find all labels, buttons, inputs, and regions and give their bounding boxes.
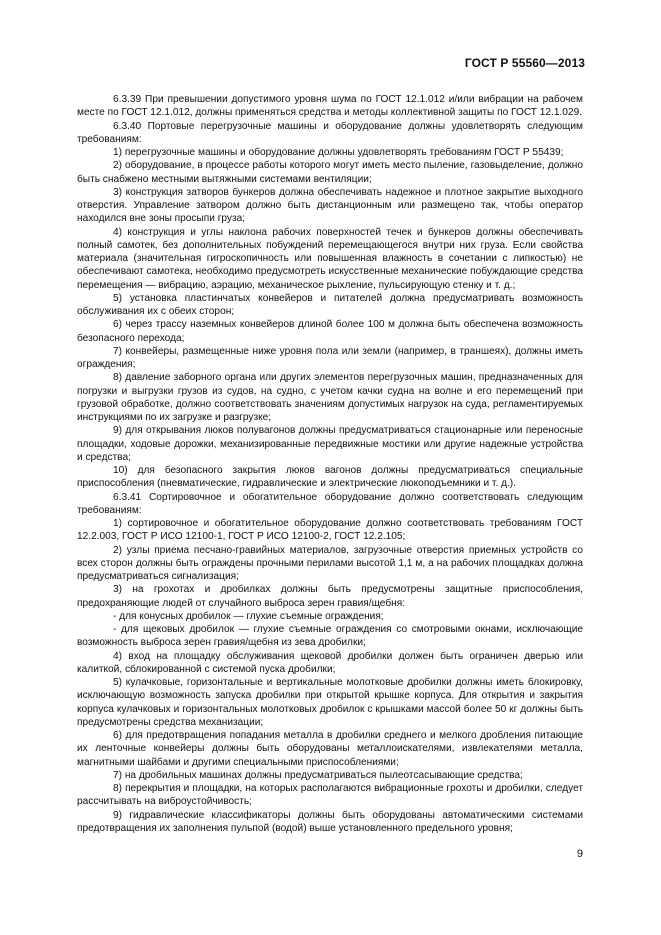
list-item: 2) оборудование, в процессе работы которого могут иметь место пыление, газовыделение, должно быть снабжено местными вытяжными системами вентиляции; [77,160,583,185]
list-item: 10) для безопасного закрытия люков вагонов должны предусматриваться специальные приспособления (пневматические, гидравлические и электрические люкоподъемники и т. д.). [77,465,583,490]
paragraph: 6.3.41 Сортировочное и обогатительное оборудование должно соответствовать следующим требованиям: [77,491,583,516]
list-item: 5) установка пластинчатых конвейеров и питателей должна предусматривать возможность обслуживания их с обеих сторон; [77,292,583,317]
list-item: 7) конвейеры, размещенные ниже уровня пола или земли (например, в траншеях), должны иметь ограждения; [77,345,583,370]
dash-item: - для конусных дробилок — глухие съемные ограждения; [113,610,384,622]
list-item: 7) на дробильных машинах должны предусматриваться пылеотсасывающие средства; [113,769,523,781]
list-item: 3) конструкция затворов бункеров должна обеспечивать надежное и плотное закрытие выходного отверстия. Управление затвором должно быть дистанционным или размещено так, чтобы оператор находился вне зоны просыпи груза; [77,186,583,225]
standard-header: ГОСТ Р 55560—2013 [464,56,585,70]
dash-item: - для щековых дробилок — глухие съемные ограждения со смотровыми окнами, исключающие возможность выброса зерен гравия/щебня из зева дробилки; [77,624,583,649]
list-item: 6) через трассу наземных конвейеров длиной более 100 м должна быть обеспечена возможность безопасного перехода; [77,319,583,344]
list-item: 8) перекрытия и площадки, на которых располагаются вибрационные грохоты и дробилки, следует рассчитывать на виброустойчивость; [77,783,583,808]
paragraph: 6.3.39 При превышении допустимого уровня шума по ГОСТ 12.1.012 и/или вибрации на рабочем месте по ГОСТ 12.1.012, должны применяться средства и методы коллективной защиты по ГОСТ 12.1.029. [77,94,583,119]
list-item: 8) давление заборного органа или других элементов перегрузочных машин, предназначенных для погрузки и выгрузки грузов из судов, на судно, с учетом качки судна на волне и его перемещений при грузовой обработке, должно соответствовать значениям допустимых нагрузок на суда, регламентируемых инструкциями по их загрузке и разгрузке; [77,372,583,423]
paragraph: 6.3.40 Портовые перегрузочные машины и оборудование должны удовлетворять следующим требованиям: [77,120,583,145]
page-number: 9 [576,848,583,860]
list-item: 9) гидравлические классификаторы должны быть оборудованы автоматическими системами предотвращения их заполнения пульпой (водой) выше установленного предельного уровня; [77,809,583,834]
document-body [77,93,583,835]
list-item: 4) конструкция и углы наклона рабочих поверхностей течек и бункеров должны обеспечивать полный самотек, без дополнительных побуждений перемещающегося внутри них груза. Если свойства материала (значительная гигроскопичность или повышенная влажность в сочетании с липкостью) не обеспечивают самотека, необходимо предусмотреть искусственные механические побуждающие средства перемещения — вибрацию, аэрацию, механическое рыхление, пульсирующую стенку и т. д.; [77,226,583,291]
list-item: 3) на грохотах и дробилках должны быть предусмотрены защитные приспособления, предохраняющие людей от случайного выброса зерен гравия/щебня: [77,584,583,609]
list-item: 5) кулачковые, горизонтальные и вертикальные молотковые дробилки должны иметь блокировку, исключающую возможность запуска дробилки при открытой крышке корпуса. Для открытия и закрытия корпуса кулачковых и горизонтальных молотковых дробилок с крышками массой более 50 кг должны быть предусмотрены средства механизации; [77,677,583,728]
list-item: 4) вход на площадку обслуживания щековой дробилки должен быть ограничен дверью или калиткой, сблокированной с системой пуска дробилки; [77,650,583,675]
list-item: 6) для предотвращения попадания металла в дробилки среднего и мелкого дробления питающие их ленточные конвейеры должны быть оборудованы металлоискателями, извлекателями металла, магнитными шайбами и другими специальными приспособлениями; [77,730,583,768]
list-item: 2) узлы приема песчано-гравийных материалов, загрузочные отверстия приемных устройств со всех сторон должны быть ограждены прочными перилами высотой 1,1 м, а на рабочих площадках должна предусматриваться сигнализация; [77,544,583,582]
list-item: 1) перегрузочные машины и оборудование должны удовлетворять требованиям ГОСТ Р 55439; [113,147,564,158]
list-item: 1) сортировочное и обогатительное оборудование должно соответствовать требованиям ГОСТ 12.2.003, ГОСТ Р ИСО 12100-1, ГОСТ Р ИСО 12100-2, ГОСТ 12.2.105; [77,518,583,543]
list-item: 9) для открывания люков полувагонов должны предусматриваться стационарные или переносные площадки, ходовые дорожки, механизированные передвижные мостики или другие надежные устройства и средства; [77,425,583,463]
